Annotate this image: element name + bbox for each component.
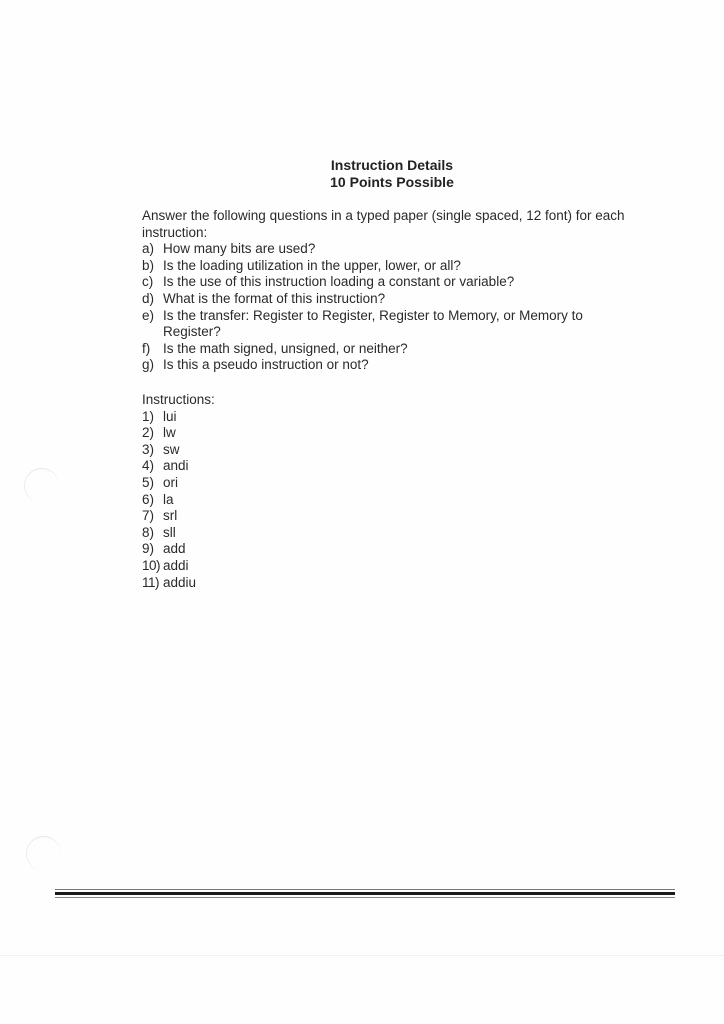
instruction-item xyxy=(142,492,442,509)
instruction-item xyxy=(142,508,442,525)
instructions-label: Instructions: xyxy=(142,392,215,407)
question-text: Is this a pseudo instruction or not? xyxy=(163,357,369,373)
question-list xyxy=(142,241,682,374)
instruction-item xyxy=(142,541,442,558)
instruction-item xyxy=(142,409,442,426)
instructions-section xyxy=(142,392,442,591)
instruction-marker: 6) xyxy=(142,491,155,507)
instruction-name: andi xyxy=(163,458,189,474)
question-item xyxy=(142,291,682,308)
punch-hole-mark xyxy=(26,836,61,871)
intro-section xyxy=(142,208,682,374)
question-marker: e) xyxy=(142,307,155,323)
question-text: Is the math signed, unsigned, or neither? xyxy=(163,340,408,356)
question-text: Is the transfer: Register to Register, Register to Memory, or Memory to Register? xyxy=(163,307,583,340)
instruction-marker: 1) xyxy=(142,408,155,424)
document-title: Instruction Details xyxy=(330,157,454,173)
question-text: What is the format of this instruction? xyxy=(163,290,386,306)
question-text: How many bits are used? xyxy=(163,241,316,257)
question-marker: f) xyxy=(142,340,151,356)
question-item xyxy=(142,357,682,374)
instruction-name: lui xyxy=(163,408,177,424)
instruction-item xyxy=(142,525,442,542)
page-edge-line xyxy=(0,955,724,956)
instruction-item xyxy=(142,475,442,492)
question-text: Is the loading utilization in the upper, lower, or all? xyxy=(163,257,461,273)
instruction-marker: 11) xyxy=(142,574,160,590)
instruction-marker: 8) xyxy=(142,524,155,540)
instruction-name: la xyxy=(163,491,174,507)
instruction-item xyxy=(142,442,442,459)
intro-text: Answer the following questions in a typed paper (single spaced, 12 font) for each instruction: xyxy=(142,208,625,240)
question-item xyxy=(142,274,682,291)
instruction-marker: 2) xyxy=(142,425,155,441)
question-text: Is the use of this instruction loading a constant or variable? xyxy=(163,274,515,290)
instruction-item xyxy=(142,575,442,592)
instruction-item xyxy=(142,458,442,475)
footer-rule-thick xyxy=(55,892,675,895)
points-subtitle: 10 Points Possible xyxy=(330,174,454,190)
instruction-marker: 10) xyxy=(142,557,161,573)
instruction-item xyxy=(142,558,442,575)
punch-hole-mark xyxy=(24,468,59,503)
question-item xyxy=(142,341,682,358)
instruction-marker: 3) xyxy=(142,441,155,457)
instruction-marker: 4) xyxy=(142,458,155,474)
instruction-marker: 5) xyxy=(142,474,155,490)
instruction-list xyxy=(142,409,442,592)
question-item xyxy=(142,241,682,258)
question-marker: b) xyxy=(142,257,155,273)
footer-rule-thin-bottom xyxy=(55,897,675,898)
question-item xyxy=(142,308,682,341)
instruction-name: sw xyxy=(163,441,180,457)
instruction-item xyxy=(142,425,442,442)
instruction-name: lw xyxy=(163,425,176,441)
instruction-name: add xyxy=(163,541,186,557)
question-marker: d) xyxy=(142,290,155,306)
instruction-marker: 9) xyxy=(142,541,155,557)
footer-rule-thin-top xyxy=(55,889,675,890)
question-marker: c) xyxy=(142,274,154,290)
instruction-name: srl xyxy=(163,508,178,524)
question-item xyxy=(142,258,682,275)
instruction-marker: 7) xyxy=(142,508,155,524)
instruction-name: addi xyxy=(163,557,189,573)
question-marker: a) xyxy=(142,241,155,257)
title-block xyxy=(0,157,724,191)
instruction-name: ori xyxy=(163,474,179,490)
question-marker: g) xyxy=(142,357,155,373)
instruction-name: sll xyxy=(163,524,176,540)
instruction-name: addiu xyxy=(163,574,197,590)
